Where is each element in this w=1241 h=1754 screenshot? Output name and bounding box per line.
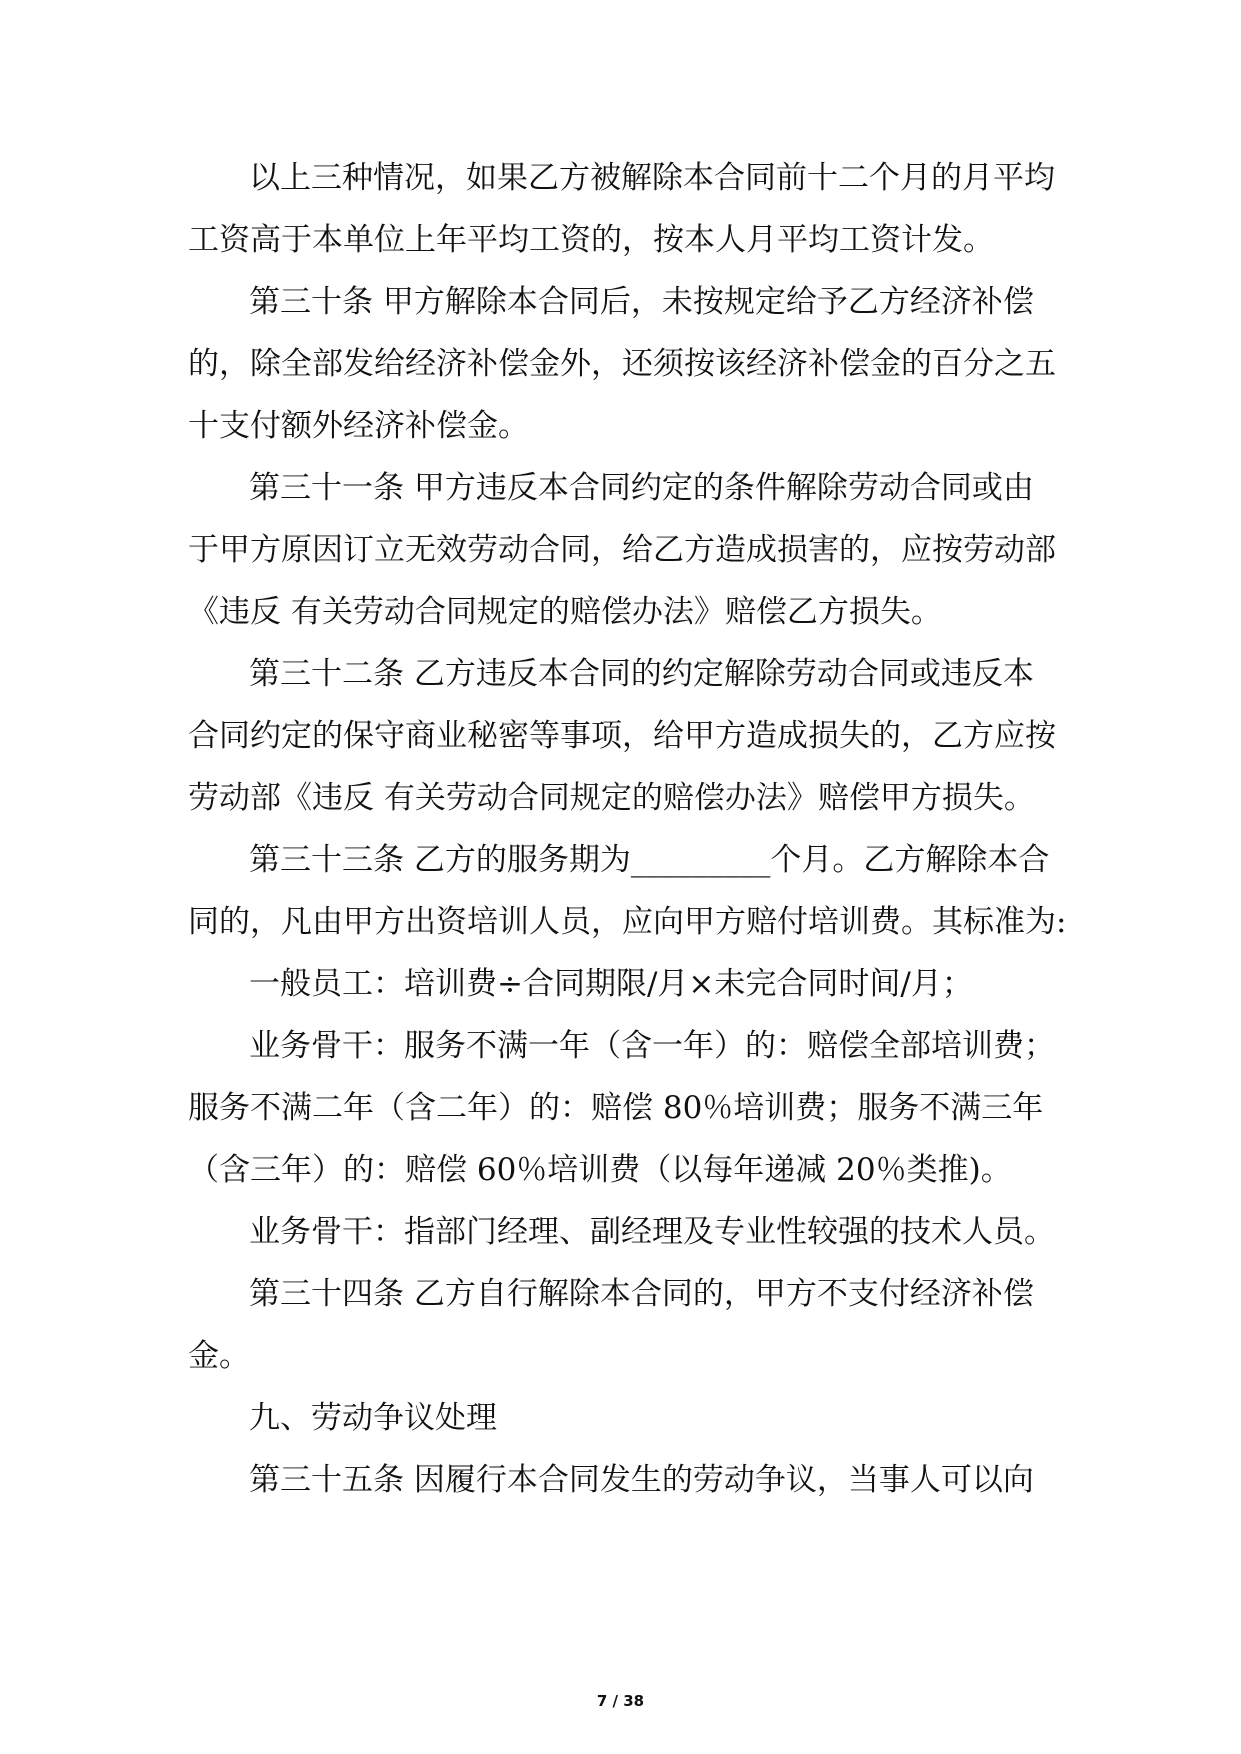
text-line: 金。 — [188, 1338, 250, 1374]
text-line: 劳动部《违反 有关劳动合同规定的赔偿办法》赔偿甲方损失。 — [188, 780, 1035, 816]
text-line: 业务骨干：服务不满一年（含一年）的：赔偿全部培训费； — [249, 1028, 1055, 1064]
text-line: 第三十四条 乙方自行解除本合同的，甲方不支付经济补偿 — [249, 1276, 1034, 1312]
text-line: 《违反 有关劳动合同规定的赔偿办法》赔偿乙方损失。 — [188, 594, 942, 630]
text-line: 合同约定的保守商业秘密等事项，给甲方造成损失的，乙方应按 — [188, 718, 1056, 754]
text-line: 第三十三条 乙方的服务期为_________个月。乙方解除本合 — [249, 842, 1050, 878]
text-line: 第三十五条 因履行本合同发生的劳动争议，当事人可以向 — [249, 1462, 1034, 1498]
text-line: 同的，凡由甲方出资培训人员，应向甲方赔付培训费。其标准为: — [188, 904, 1067, 940]
text-line: 一般员工：培训费÷合同期限/月×未完合同时间/月； — [249, 966, 973, 1002]
text-line: 以上三种情况，如果乙方被解除本合同前十二个月的月平均 — [249, 160, 1055, 196]
text-line: 服务不满二年（含二年）的：赔偿 80％培训费；服务不满三年 — [188, 1090, 1044, 1126]
text-line: 的，除全部发给经济补偿金外，还须按该经济补偿金的百分之五 — [188, 346, 1056, 382]
text-line: 第三十二条 乙方违反本合同的约定解除劳动合同或违反本 — [249, 656, 1034, 692]
text-line: 工资高于本单位上年平均工资的，按本人月平均工资计发。 — [188, 222, 994, 258]
section-heading: 九、劳动争议处理 — [249, 1400, 497, 1436]
text-line: 第三十一条 甲方违反本合同约定的条件解除劳动合同或由 — [249, 470, 1034, 506]
text-line: 业务骨干：指部门经理、副经理及专业性较强的技术人员。 — [249, 1214, 1055, 1250]
page-number: 7 / 38 — [596, 1692, 645, 1710]
text-line: 于甲方原因订立无效劳动合同，给乙方造成损害的，应按劳动部 — [188, 532, 1056, 568]
text-line: 第三十条 甲方解除本合同后，未按规定给予乙方经济补偿 — [249, 284, 1034, 320]
text-line: 十支付额外经济补偿金。 — [188, 408, 529, 444]
text-line: （含三年）的：赔偿 60％培训费（以每年递减 20％类推)。 — [188, 1152, 1012, 1188]
